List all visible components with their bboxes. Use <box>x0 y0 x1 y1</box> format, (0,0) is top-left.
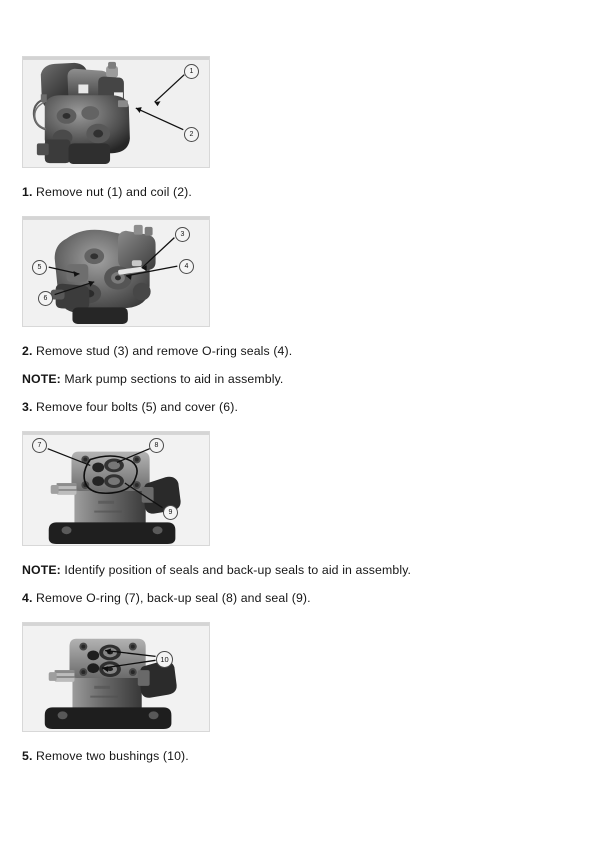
spacer <box>22 168 578 185</box>
step-2 <box>22 344 578 359</box>
note-1-lead: NOTE: <box>22 372 61 386</box>
callout-1: 1 <box>184 64 199 79</box>
page-content <box>22 56 578 764</box>
step-5-lead: 5. <box>22 749 33 763</box>
step-5 <box>22 749 578 764</box>
step-1-text: Remove nut (1) and coil (2). <box>32 185 192 199</box>
figure-2 <box>22 216 210 327</box>
step-2-lead: 2. <box>22 344 33 358</box>
callout-4: 4 <box>179 259 194 274</box>
spacer <box>22 415 578 431</box>
step-5-text: Remove two bushings (10). <box>32 749 189 763</box>
note-1-text: Mark pump sections to aid in assembly. <box>60 372 284 386</box>
note-2 <box>22 563 578 578</box>
figure-3-photo <box>23 432 209 545</box>
figure-4 <box>22 622 210 732</box>
spacer <box>22 546 578 563</box>
step-2-text: Remove stud (3) and remove O-ring seals (4). <box>32 344 293 358</box>
step-4 <box>22 591 578 606</box>
spacer <box>22 732 578 749</box>
spacer <box>22 327 578 344</box>
spacer <box>22 200 578 216</box>
step-3 <box>22 400 578 415</box>
callout-2: 2 <box>184 127 199 142</box>
note-1 <box>22 372 578 387</box>
spacer <box>22 387 578 400</box>
figure-1 <box>22 56 210 168</box>
figure-4-photo <box>23 623 209 731</box>
step-3-lead: 3. <box>22 400 33 414</box>
note-2-text: Identify position of seals and back-up seals to aid in assembly. <box>60 563 412 577</box>
step-4-lead: 4. <box>22 591 33 605</box>
callout-3: 3 <box>175 227 190 242</box>
figure-3 <box>22 431 210 546</box>
step-3-text: Remove four bolts (5) and cover (6). <box>32 400 238 414</box>
figure-1-photo <box>23 57 209 167</box>
step-1 <box>22 185 578 200</box>
step-1-lead: 1. <box>22 185 33 199</box>
callout-10: 10 <box>156 651 173 668</box>
spacer <box>22 359 578 372</box>
note-2-lead: NOTE: <box>22 563 61 577</box>
callout-6: 6 <box>38 291 53 306</box>
callout-8: 8 <box>149 438 164 453</box>
step-4-text: Remove O-ring (7), back-up seal (8) and seal (9). <box>32 591 311 605</box>
spacer <box>22 606 578 622</box>
callout-9: 9 <box>163 505 178 520</box>
callout-7: 7 <box>32 438 47 453</box>
spacer <box>22 578 578 591</box>
callout-5: 5 <box>32 260 47 275</box>
